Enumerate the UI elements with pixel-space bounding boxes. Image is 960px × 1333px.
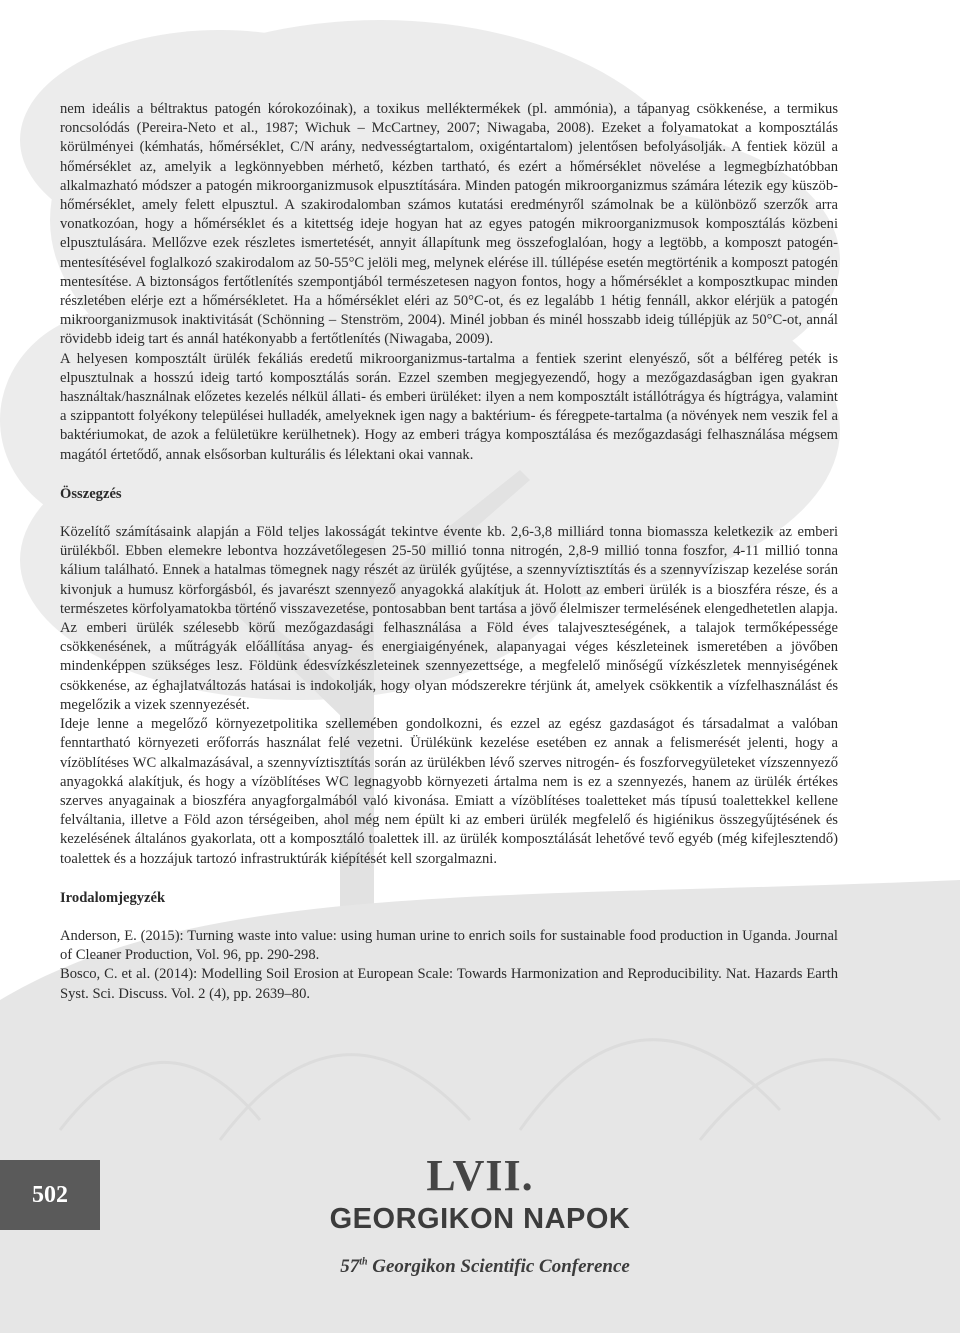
section-heading-summary: Összegzés [60, 485, 122, 502]
body-paragraph: nem ideális a béltraktus patogén kórokozóinak), a toxikus melléktermékek (pl. ammónia), a tápanyag csökkenése, a termikus roncsolódás (Pereira-Neto et al., 1987; Wichuk – McCartney, 2007; Niwagaba, 2008). Ezeket a folyamatokat a komposztálás körülményei (kémhatás, hőmérséklet, C/N arány, nedvességtartalom, oxigéntartalom) jelentősen befolyásolják. A fentiek közül a hőmérséklet az, amelyik a legkönnyebben mérhető, kézben tartható, és ezért a hőmérséklet növelése a legmegbízhatóbban alkalmazható módszer a patogén mikroorganizmusok elpusztítására. Minden patogén mikroorganizmus számára létezik egy küszöb-hőmérséklet, amely felett elpusztul. A szakirodalomban számos kutatási eredményről számolnak be a különböző szerzők arra vonatkozóan, hogy a hőmérséklet és a kitettség ideje hogyan hat az egyes patogén mikroorganizmusok komposztálás közbeni elpusztulására. Mellőzve ezek részletes ismertetését, annyit állapítunk meg összefoglalóan, hogy a legtöbb, a komposzt patogén-mentesítésével foglalkozó szakirodalom az 50-55°C jelöli meg, melynek elérése ill. túllépése esetén megtörténik a komposzt patogén mentesítése. A biztonságos fertőtlenítés szempontjából természetesen nagyon fontos, hogy a hőmérséklet a komposztkupac minden részletében elérje ezt a hőmérsékletet. Ha a hőmérséklet eléri az 50°C-ot, és ez legalább 1 hétig fennáll, akkor elérjük a patogén mikroorganizmusok inaktivitását (Schönning – Stenström, 2004). Minél jobban és minél hosszabb ideig túllépjük az 50°C-ot, annál rövidebb ideig tart és annál hatékonyabb a fertőtlenítés (Niwagaba, 2009). [60, 101, 838, 348]
body-paragraph: Ideje lenne a megelőző környezetpolitika szellemében gondolkozni, és ezzel az egész gazdaságot és társadalmat a valóban fenntartható környezeti erőforrás használat felé vezetni. Ürülékünk kezelése esetében ez annak a felismerését jelenti, hogy a vízöblítéses WC alkalmazásával, a szennyvíztisztítás során az ürülékben lévő szerves nitrogén- és foszforvegyületeket vízszennyező anyagokká alakítjuk, és hogy a vízöblítéses WC legnagyobb környezeti ártalma nem is ez a szennyezés, hanem az ürülék értékes szerves anyagainak a bioszféra anyagforgalmából való kivonása. Emiatt a vízöblítéses toaletteket más típusú toalettekkel kellene felváltania, illetve a Föld azon térségeiben, ahol még nem épült ki az emberi ürülék megfelelő és higiénikus összegyűjtésének és kezelésének általános gyakorlata, ott a komposztáló toalettek ill. az ürülék komposztálását lehetővé tevő egyéb (még kifejlesztendő) toalettek és a hozzájuk tartozó infrastruktúrák kiépítését kell szorgalmazni. [60, 716, 838, 867]
body-paragraph: A helyesen komposztált ürülék fekáliás eredetű mikroorganizmus-tartalma a fentiek szerint elenyésző, sőt a bélféreg peték is elpusztulnak a hosszú ideig tartó komposztálás során. Ezzel szemben megjegyezendő, hogy a mezőgazdaságban igen gyakran használtak/használnak előzetes kezelés nélkül állati- és emberi ürüléket: ilyen a nem komposztált istállótrágya és hígtrágya, valamint a szippantott folyékony települései hulladék, amelyeknek igen nagy a baktérium- és féregpete-tartalma (a növények nem veszik fel a baktériumokat, de azok a felületükre kerülhetnek). Hogy az emberi trágya komposztálása és mezőgazdasági felhasználása mégsem magától értetődő, annak elsősorban kulturális és lélektani okai vannak. [60, 350, 838, 463]
conference-title: GEORGIKON NAPOK [329, 1203, 631, 1235]
conference-subtitle [300, 1256, 670, 1278]
conference-edition: LVII. [426, 1151, 534, 1200]
conference-subtitle-text: Georgikon Scientific Conference [367, 1256, 630, 1277]
section-heading-references: Irodalomjegyzék [60, 889, 166, 906]
ordinal-suffix: th [359, 1256, 368, 1268]
body-paragraph: Közelítő számításaink alapján a Föld teljes lakosságát tekintve évente kb. 2,6-3,8 milliárd tonna biomassza keletkezik az emberi ürülékből. Ebben elemekre lebontva hozzávetőlegesen 25-50 millió tonna nitrogén, 2,8-9 millió tonna foszfor, 4-11 millió tonna kálium található. Ennek a hatalmas tömegnek nagy részét az ürülék gyűjtése, a szennyvíztisztítás és a szennyvíziszap kezelése során kivonjuk a humusz körforgásból, és javarészt szennyező anyagokká alakítjuk át. Holott az emberi ürülék is a bioszféra része, és a természetes körfolyamatokba történő visszavezetése, pontosabban bent tartása a jövő élelmiszer termelésének elengedhetetlen alapja. Az emberi ürülék szélesebb körű mezőgazdasági felhasználása a Föld éves talajveszteségének, a talajok termőképessége csökkenésének, a műtrágyák előállítása anyag- és energiaigényének, alapanyagai véges készleteinek ismeretében a jövőben mindenképpen szükséges lesz. Földünk édesvízkészleteinek szennyezettsége, a megfelelő minőségű vízkészletek mennyiségének csökkenése, az éghajlatváltozás hatásai is indokolják, hogy olyan módszerekre térjünk át, amelyek csökkentik a vízfelhasználást és megelőzik a vizek szennyezését. [60, 524, 839, 713]
reference-entry: Anderson, E. (2015): Turning waste into value: using human urine to enrich soils for sustainable food production in Uganda. Journal of Cleaner Production, Vol. 96, pp. 290-298. [60, 927, 838, 964]
page-number: 502 [32, 1181, 68, 1208]
reference-entry: Bosco, C. et al. (2014): Modelling Soil Erosion at European Scale: Towards Harmonization and Reproducibility. Nat. Hazards Earth Syst. Sci. Discuss. Vol. 2 (4), pp. 2639–80. [60, 966, 838, 1002]
conference-number: 57 [340, 1256, 360, 1277]
article-body [60, 100, 838, 1004]
page-number-badge [0, 1160, 100, 1230]
